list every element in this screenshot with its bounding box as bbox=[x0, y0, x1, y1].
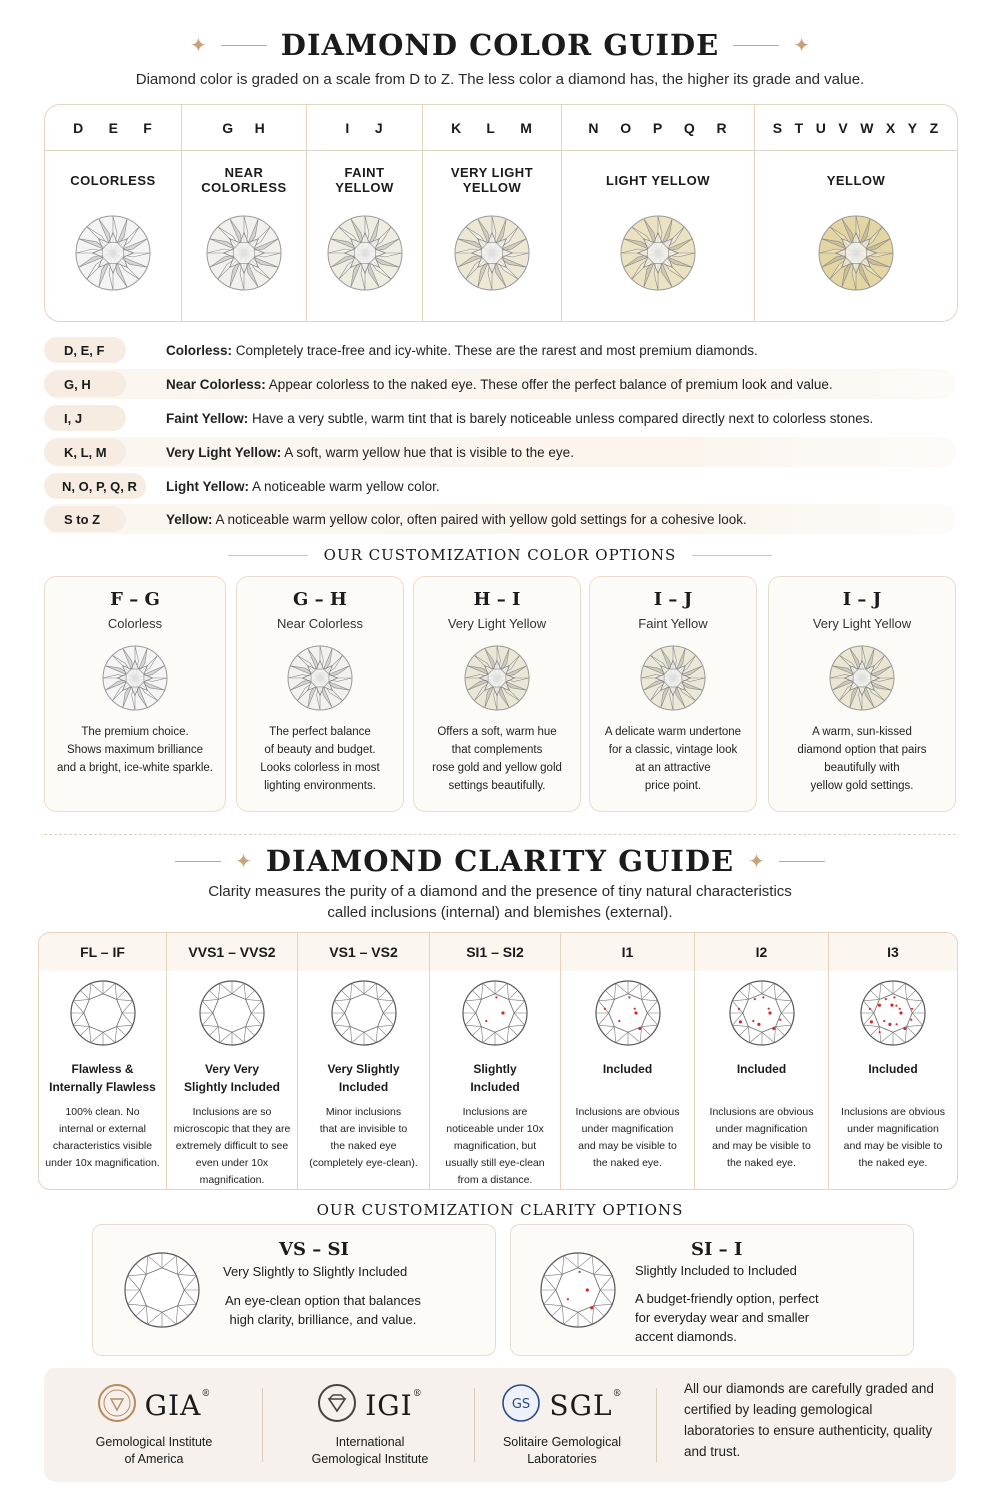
clarity-description: Inclusions are so microscopic that they are extremely difficult to see even under 10x magnification. bbox=[173, 1106, 291, 1186]
color-column bbox=[423, 105, 562, 321]
clarity-description: Minor inclusions that are invisible to the naked eye (completely eye-clean). bbox=[309, 1106, 418, 1169]
option-name: Very Slightly to Slightly Included bbox=[223, 1264, 408, 1279]
grade-pill: D, E, F bbox=[44, 337, 126, 363]
clarity-grade: I3 bbox=[829, 933, 957, 971]
option-description: The perfect balance of beauty and budget. Looks colorless in most lighting environments. bbox=[260, 726, 380, 792]
color-grade-name: COLORLESS bbox=[70, 172, 156, 188]
color-guide-title: DIAMOND COLOR GUIDE bbox=[280, 28, 720, 62]
clarity-grade: VVS1 – VVS2 bbox=[167, 933, 297, 971]
legend-text: Yellow: A noticeable warm yellow color, often paired with yellow gold settings for a cohesive look. bbox=[166, 511, 747, 527]
clarity-description: Inclusions are obvious under magnification and may be visible to the naked eye. bbox=[841, 1106, 945, 1169]
clarity-grade: I2 bbox=[695, 933, 828, 971]
color-options-heading: OUR CUSTOMIZATION COLOR OPTIONS bbox=[0, 546, 1000, 564]
color-legend-row bbox=[44, 403, 956, 433]
diamond-outline-icon bbox=[330, 979, 398, 1052]
diamond-outline-icon bbox=[859, 979, 927, 1052]
diamond-outline-icon bbox=[728, 979, 796, 1052]
color-grade-letters: I J bbox=[307, 105, 422, 151]
color-grade-table bbox=[44, 104, 958, 322]
diamond-icon bbox=[73, 213, 153, 293]
color-grade-letters: D E F bbox=[45, 105, 181, 151]
color-grade-name: NEAR COLORLESS bbox=[201, 165, 287, 195]
clarity-label: Included bbox=[736, 1062, 787, 1076]
diamond-icon bbox=[638, 643, 708, 713]
clarity-description: Inclusions are obvious under magnification and may be visible to the naked eye. bbox=[575, 1106, 680, 1169]
clarity-label: Included bbox=[868, 1062, 918, 1076]
clarity-guide-title: DIAMOND CLARITY GUIDE bbox=[265, 844, 735, 878]
option-range: G – H bbox=[293, 589, 347, 610]
option-range: H – I bbox=[473, 589, 521, 610]
color-column bbox=[755, 105, 957, 321]
color-grade-letters: S T U V W X Y Z bbox=[755, 105, 957, 151]
grade-pill: I, J bbox=[44, 405, 126, 431]
clarity-option-card bbox=[92, 1224, 496, 1356]
sparkle-icon: ✦ bbox=[235, 850, 252, 873]
divider bbox=[474, 1388, 475, 1462]
diamond-outline-icon bbox=[123, 1251, 201, 1334]
diamond-icon bbox=[827, 643, 897, 713]
clarity-description: Inclusions are noticeable under 10x magnification, but usually still eye-clean from a distance. bbox=[445, 1106, 545, 1186]
option-range: VS – SI bbox=[279, 1239, 349, 1260]
diamond-icon bbox=[285, 643, 355, 713]
color-option-card bbox=[236, 576, 404, 812]
clarity-label: Slightly Included bbox=[470, 1062, 520, 1094]
lab-name: International Gemological Institute bbox=[311, 1434, 429, 1466]
diamond-icon bbox=[816, 213, 896, 293]
igi-seal-icon bbox=[317, 1383, 357, 1428]
option-name: Slightly Included to Included bbox=[635, 1263, 797, 1278]
clarity-description: Inclusions are obvious under magnification and may be visible to the naked eye. bbox=[709, 1106, 814, 1169]
clarity-column bbox=[298, 933, 430, 1189]
color-guide-subtitle: Diamond color is graded on a scale from D to Z. The less color a diamond has, the higher its grade and value. bbox=[135, 71, 865, 88]
color-legend-row bbox=[44, 471, 956, 501]
clarity-grade: VS1 – VS2 bbox=[298, 933, 429, 971]
clarity-column bbox=[829, 933, 957, 1189]
clarity-column bbox=[561, 933, 695, 1189]
certification-statement: All our diamonds are carefully graded and certified by leading gemological laboratories to ensure authenticity, quality and trust. bbox=[684, 1381, 934, 1459]
clarity-column bbox=[167, 933, 298, 1189]
diamond-icon bbox=[325, 213, 405, 293]
grade-pill: S to Z bbox=[44, 506, 126, 532]
color-guide-header bbox=[0, 28, 1000, 62]
lab-name: Solitaire Gemological Laboratories bbox=[502, 1434, 622, 1466]
lab-gia bbox=[84, 1368, 224, 1482]
divider bbox=[262, 1388, 263, 1462]
color-grade-letters: G H bbox=[182, 105, 306, 151]
clarity-guide-header bbox=[0, 844, 1000, 878]
option-description: Offers a soft, warm hue that complements rose gold and yellow gold settings beautifully. bbox=[432, 726, 562, 792]
sgl-seal-icon bbox=[501, 1383, 541, 1428]
option-description: An eye-clean option that balances high clarity, brilliance, and value. bbox=[225, 1293, 421, 1327]
clarity-column bbox=[695, 933, 829, 1189]
color-column bbox=[307, 105, 423, 321]
color-legend-row bbox=[44, 369, 956, 399]
color-grade-name: YELLOW bbox=[826, 172, 886, 188]
diamond-icon bbox=[100, 643, 170, 713]
clarity-grade: SI1 – SI2 bbox=[430, 933, 560, 971]
color-column bbox=[562, 105, 755, 321]
option-description: A budget-friendly option, perfect for everyday wear and smaller accent diamonds. bbox=[635, 1291, 819, 1344]
diamond-outline-icon bbox=[69, 979, 137, 1052]
color-legend-row bbox=[44, 504, 956, 534]
diamond-icon bbox=[462, 643, 532, 713]
option-name: Very Light Yellow bbox=[812, 616, 912, 631]
clarity-label: Included bbox=[602, 1062, 653, 1076]
legend-text: Very Light Yellow: A soft, warm yellow hue that is visible to the eye. bbox=[166, 444, 574, 460]
option-name: Very Light Yellow bbox=[447, 616, 547, 631]
color-grade-name: VERY LIGHT YELLOW bbox=[450, 165, 534, 195]
sparkle-icon: ✦ bbox=[190, 34, 207, 57]
grade-pill: G, H bbox=[44, 371, 126, 397]
lab-abbreviation: IGI® bbox=[365, 1388, 423, 1422]
svg-text:GS: GS bbox=[512, 1396, 531, 1412]
section-divider bbox=[44, 834, 956, 835]
diamond-icon bbox=[204, 213, 284, 293]
lab-name: Gemological Institute of America bbox=[95, 1434, 213, 1466]
gia-seal-icon bbox=[97, 1383, 137, 1428]
color-grade-name: LIGHT YELLOW bbox=[606, 172, 710, 188]
option-description: The premium choice. Shows maximum brilliance and a bright, ice-white sparkle. bbox=[57, 726, 213, 774]
clarity-options-heading: OUR CUSTOMIZATION CLARITY OPTIONS bbox=[316, 1201, 684, 1219]
option-range: I – J bbox=[842, 589, 882, 610]
option-description: A warm, sun-kissed diamond option that pairs beautifully with yellow gold settings. bbox=[797, 726, 927, 792]
clarity-guide-subtitle: called inclusions (internal) and blemishes (external). bbox=[327, 904, 673, 921]
divider bbox=[656, 1388, 657, 1462]
lab-abbreviation: GIA® bbox=[144, 1388, 212, 1422]
diamond-outline-icon bbox=[461, 979, 529, 1052]
diamond-icon bbox=[452, 213, 532, 293]
color-grade-letters: K L M bbox=[423, 105, 561, 151]
lab-abbreviation: SGL® bbox=[549, 1388, 623, 1422]
color-legend-row bbox=[44, 335, 956, 365]
clarity-label: Very Slightly Included bbox=[327, 1062, 400, 1094]
color-column bbox=[45, 105, 182, 321]
clarity-column bbox=[39, 933, 167, 1189]
color-option-card bbox=[413, 576, 581, 812]
option-name: Near Colorless bbox=[277, 616, 363, 631]
diamond-outline-icon bbox=[198, 979, 266, 1052]
clarity-grade: I1 bbox=[561, 933, 694, 971]
clarity-label: Very Very Slightly Included bbox=[183, 1062, 280, 1094]
option-description: A delicate warm undertone for a classic, vintage look at an attractive price point. bbox=[604, 726, 742, 792]
clarity-grade: FL – IF bbox=[39, 933, 166, 971]
clarity-guide-subtitle: Clarity measures the purity of a diamond and the presence of tiny natural characteristics bbox=[208, 883, 792, 900]
grade-pill: K, L, M bbox=[44, 439, 126, 465]
clarity-description: 100% clean. No internal or external characteristics visible under 10x magnification. bbox=[45, 1106, 160, 1169]
lab-igi bbox=[300, 1368, 440, 1482]
color-grade-name: FAINT YELLOW bbox=[335, 165, 394, 195]
color-grade-letters: N O P Q R bbox=[562, 105, 754, 151]
clarity-column bbox=[430, 933, 561, 1189]
option-range: I – J bbox=[653, 589, 693, 610]
diamond-outline-icon bbox=[594, 979, 662, 1052]
certification-footer bbox=[44, 1368, 956, 1482]
color-legend-row bbox=[44, 437, 956, 467]
sparkle-icon: ✦ bbox=[748, 850, 765, 873]
clarity-grade-table bbox=[38, 932, 958, 1190]
sparkle-icon: ✦ bbox=[793, 34, 810, 57]
diamond-outline-icon bbox=[539, 1251, 617, 1334]
color-option-card bbox=[589, 576, 757, 812]
legend-text: Faint Yellow: Have a very subtle, warm tint that is barely noticeable unless compared directly next to colorless stones. bbox=[166, 410, 874, 426]
color-option-card bbox=[768, 576, 956, 812]
option-name: Faint Yellow bbox=[638, 616, 708, 631]
legend-text: Near Colorless: Appear colorless to the naked eye. These offer the perfect balance of premium look and value. bbox=[166, 376, 833, 392]
color-column bbox=[182, 105, 307, 321]
grade-pill: N, O, P, Q, R bbox=[44, 473, 146, 499]
diamond-icon bbox=[618, 213, 698, 293]
option-range: F – G bbox=[110, 589, 160, 610]
clarity-option-card bbox=[510, 1224, 914, 1356]
clarity-label: Flawless & Internally Flawless bbox=[49, 1062, 156, 1094]
lab-sgl bbox=[492, 1368, 632, 1482]
option-range: SI – I bbox=[691, 1239, 743, 1260]
color-option-card bbox=[44, 576, 226, 812]
option-name: Colorless bbox=[107, 616, 163, 631]
legend-text: Colorless: Completely trace-free and icy-white. These are the rarest and most premium diamonds. bbox=[166, 342, 758, 358]
legend-text: Light Yellow: A noticeable warm yellow color. bbox=[166, 478, 440, 494]
